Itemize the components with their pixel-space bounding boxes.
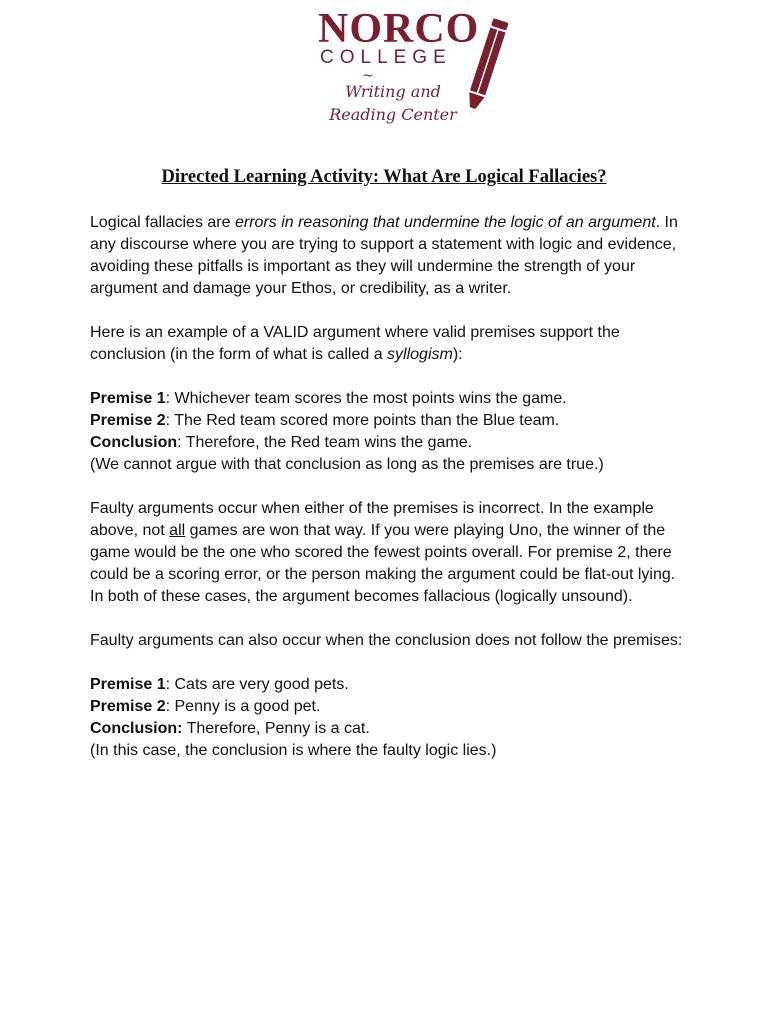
conclusion-label: Conclusion:: [90, 720, 183, 737]
valid-text-start: Here is an example of a VALID argument where valid premises support the conclusion (in the form of what is called a: [90, 324, 620, 363]
conclusion-text: Therefore, Penny is a cat.: [182, 720, 370, 737]
example2-syllogism: [90, 674, 690, 762]
intro-text-end: . In any discourse where you are trying to support a statement with logic and evidence, avoiding these pitfalls is important as they will undermine the strength of your argument and damage your Ethos, or credibility, as a writer.: [90, 214, 678, 297]
example2-note: (In this case, the conclusion is where the faulty logic lies.): [90, 742, 497, 759]
premise2-text: : The Red team scored more points than the Blue team.: [165, 412, 560, 429]
example1-premise2: [90, 410, 690, 432]
example2-conclusion: [90, 718, 690, 740]
valid-text-end: ):: [452, 346, 463, 363]
conclusion-text: : Therefore, the Red team wins the game.: [177, 434, 473, 451]
norco-college-logo: [310, 8, 520, 132]
syllogism-term: syllogism: [387, 346, 453, 363]
faulty1-text-end: games are won that way. If you were playing Uno, the winner of the game would be the one who scored the fewest points overall. For premise 2, there could be a scoring error, or the person making the argument could be flat-out lying. In both of these cases, the argument becomes fallacious (logically unsound).: [90, 522, 676, 605]
premise1-text: : Whichever team scores the most points wins the game.: [165, 390, 567, 407]
intro-emphasis: errors in reasoning that undermine the logic of an argument: [234, 214, 656, 231]
example1-premise1: [90, 388, 690, 410]
logo-script-line1: Writing and: [345, 82, 441, 101]
premise1-label: Premise 1: [90, 676, 166, 693]
intro-paragraph: [90, 212, 690, 300]
example2-premise1: [90, 674, 690, 696]
logo-college-text: COLLEGE: [320, 47, 452, 68]
pencil-icon: [460, 12, 510, 128]
premise2-text: : Penny is a good pet.: [165, 698, 321, 715]
premise2-label: Premise 2: [90, 698, 166, 715]
faulty-conclusion-paragraph: Faulty arguments can also occur when the conclusion does not follow the premises:: [90, 632, 683, 649]
premise2-label: Premise 2: [90, 412, 166, 429]
document-body: [90, 212, 690, 784]
logo-script-line2: Reading Center: [329, 105, 457, 125]
conclusion-label: Conclusion: [90, 434, 178, 451]
example1-conclusion: [90, 432, 690, 454]
faulty-premises-paragraph: [90, 498, 690, 608]
page-title: Directed Learning Activity: What Are Logical Fallacies?: [161, 167, 607, 187]
logo-center-name: [318, 80, 468, 126]
intro-text-start: Logical fallacies are: [90, 214, 235, 231]
example1-note: (We cannot argue with that conclusion as long as the premises are true.): [90, 456, 604, 473]
faulty1-underlined-word: all: [169, 522, 186, 539]
example1-syllogism: [90, 388, 690, 476]
valid-example-paragraph: [90, 322, 690, 366]
logo-norco-text: NORCO: [318, 6, 480, 52]
example2-premise2: [90, 696, 690, 718]
premise1-label: Premise 1: [90, 390, 166, 407]
logo-swash: ~: [362, 68, 374, 84]
premise1-text: : Cats are very good pets.: [165, 676, 349, 693]
faulty1-text-start: Faulty arguments occur when either of the premises is incorrect. In the example above, not: [90, 500, 654, 539]
